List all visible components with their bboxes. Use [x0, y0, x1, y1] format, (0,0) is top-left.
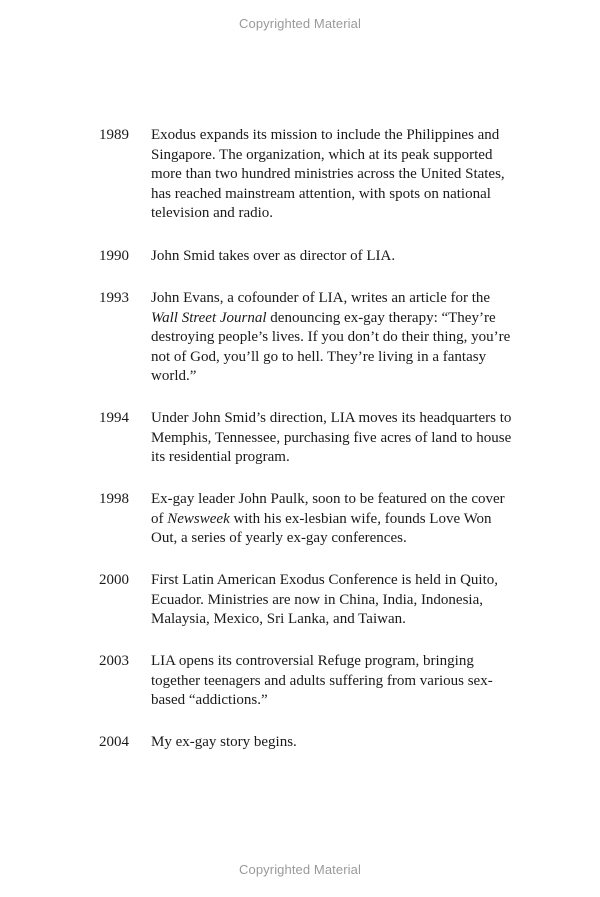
entry-year: 1998	[99, 491, 129, 507]
publication-title: Newsweek	[167, 510, 230, 527]
entry-text: LIA opens its controversial Refuge program, bringing together teenagers and adults suffering from various sex-based “addictions.”	[151, 653, 493, 708]
entry-year: 2003	[99, 653, 129, 669]
entry-text-part: Ex-gay leader John Paulk, soon to be featured on the cover of	[151, 491, 505, 527]
entry-text-part: John Evans, a cofounder of LIA, writes an article for the	[151, 290, 491, 306]
entry-text	[151, 289, 513, 387]
entry-year: 2004	[99, 734, 129, 750]
publication-title: Wall Street Journal	[151, 309, 267, 326]
entry-text: My ex-gay story begins.	[151, 734, 297, 750]
copyright-watermark-bottom: Copyrighted Material	[239, 862, 361, 877]
entry-year: 1990	[99, 248, 129, 264]
entry-year: 2000	[99, 572, 129, 588]
entry-year: 1989	[99, 127, 129, 143]
entry-text: Under John Smid’s direction, LIA moves its headquarters to Memphis, Tennessee, purchasing five acres of land to house its residential program.	[151, 410, 512, 465]
entry-text: Exodus expands its mission to include the Philippines and Singapore. The organization, which at its peak supported more than two hundred ministries across the United States, has reached mainstream attention, with spots on national television and radio.	[151, 127, 505, 221]
entry-text	[151, 490, 513, 549]
entry-year: 1994	[99, 410, 129, 426]
copyright-watermark-top: Copyrighted Material	[239, 16, 361, 31]
entry-text: John Smid takes over as director of LIA.	[151, 248, 396, 264]
entry-text-part: with his ex-lesbian wife, founds Love Won Out, a series of yearly ex-gay conferences.	[151, 510, 492, 546]
entry-text: First Latin American Exodus Conference is held in Quito, Ecuador. Ministries are now in China, India, Indonesia, Malaysia, Mexico, Sri Lanka, and Taiwan.	[151, 572, 499, 627]
entry-year: 1993	[99, 290, 129, 306]
entry-text-part: denouncing ex-gay therapy: “They’re destroying people’s lives. If you don’t do their thing, you’re not of God, you’ll go to hell. They’re living in a fantasy world.”	[151, 309, 511, 384]
